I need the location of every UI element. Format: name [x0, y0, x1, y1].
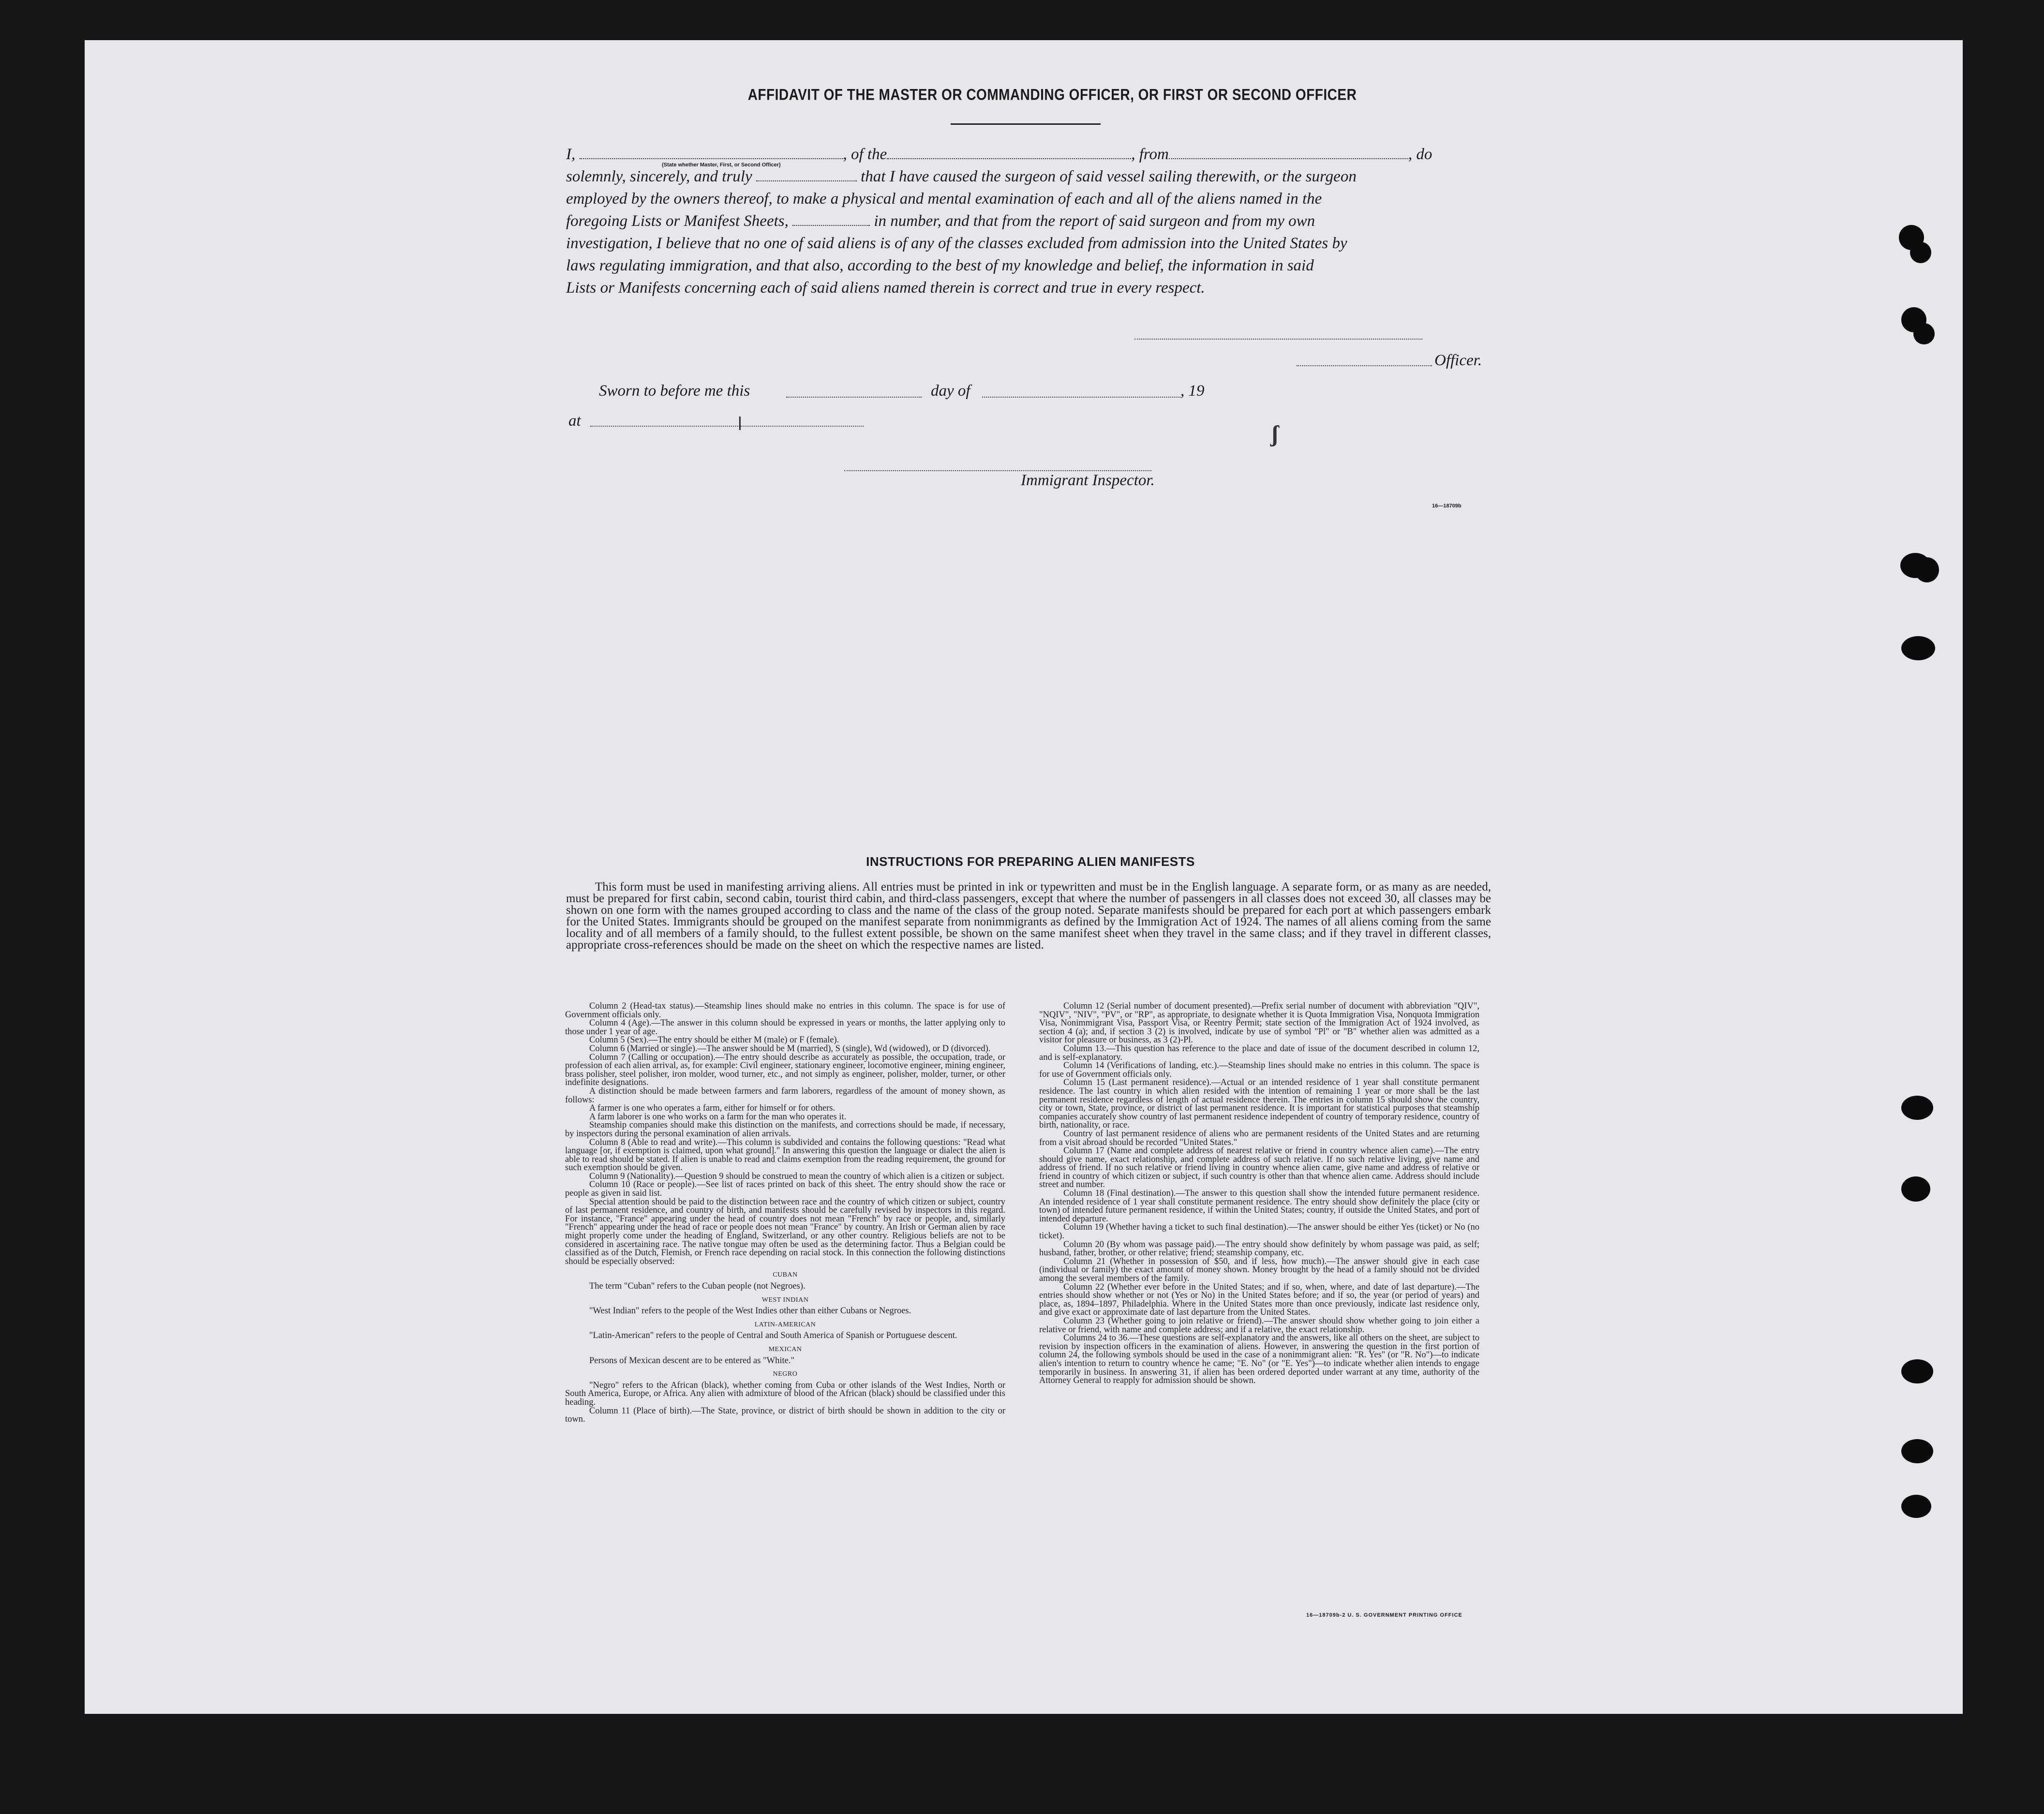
- instruction-paragraph: Special attention should be paid to the distinction between race and the country of which citizen or subject, country of last permanent residence, and country of birth, and manifests should be carefully revised by inspectors in this regard. For instance, "France" appearing under the head of country does not mean "French" by race or people, and, similarly "French" appearing under the head of race or people does not mean "France" by country. An Irish or German alien by race might properly come under the heading of England, Switzerland, or any other country. Religious beliefs are not to be considered in ascertaining race. The native tongue may often be used as the determining factor. Thus a Belgian could be classified as of the Dutch, Flemish, or French race depending on racial stock. In this connection the following distinctions should be especially observed:: [565, 1197, 1005, 1266]
- heading-latin-american: LATIN-AMERICAN: [754, 1321, 816, 1328]
- instruction-paragraph: Column 14 (Verifications of landing, etc.).—Steamship lines should make no entries in this column. The space is for use of Government officials only.: [1039, 1061, 1479, 1079]
- affidavit-title: AFFIDAVIT OF THE MASTER OR COMMANDING OFFICER, OR FIRST OR SECOND OFFICER: [747, 86, 1357, 104]
- instruction-paragraph: Column 19 (Whether having a ticket to such final destination).—The answer should be either Yes (ticket) or No (no ticket).: [1039, 1222, 1479, 1241]
- punch-hole: [1915, 557, 1939, 582]
- punch-hole: [1901, 1176, 1930, 1202]
- instruction-paragraph: Column 8 (Able to read and write).—This column is subdivided and contains the following questions: "Read what language [or, if exemption is claimed, upon what ground]." In answering this question the language or dialect the alien is able to read should be stated. If alien is unable to read and claims exemption from the reading requirement, the ground for such exemption should be given.: [565, 1137, 1005, 1173]
- punch-hole: [1901, 1439, 1933, 1463]
- printing-office-code: 16—18709b-2 U. S. GOVERNMENT PRINTING OFFICE: [1306, 1612, 1462, 1618]
- instruction-paragraph: Column 7 (Calling or occupation).—The entry should describe as accurately as possible, the occupation, trade, or profession of each alien arrival, as, for example: Civil engineer, stationary engineer, locomotive engineer, mining engineer, brass polisher, steel polisher, iron molder, wood turner, etc., and not simply as engineer, polisher, molder, turner, or other indefinite designations.: [565, 1052, 1005, 1088]
- sworn-day-field[interactable]: [786, 397, 922, 398]
- of-the-text: , of the: [843, 146, 887, 163]
- officer-label: Officer.: [1434, 352, 1482, 369]
- ink-mark: ʃ: [1271, 421, 1279, 447]
- latin-american-definition: "Latin-American" refers to the people of Central and South America of Spanish or Portuguese descent.: [589, 1331, 957, 1341]
- heading-negro: NEGRO: [773, 1370, 798, 1378]
- sworn-month-field[interactable]: [982, 397, 1180, 398]
- column-11-instruction: Column 11 (Place of birth).—The State, province, or district of birth should be shown in addition to the city or town.: [565, 1406, 1005, 1425]
- truly-field[interactable]: [756, 166, 857, 181]
- inspector-label: Immigrant Inspector.: [1021, 472, 1155, 489]
- place-field[interactable]: [590, 426, 864, 427]
- from-text: , from: [1131, 146, 1169, 163]
- instruction-paragraph: Column 5 (Sex).—The entry should be either M (male) or F (female).: [589, 1035, 839, 1045]
- instruction-paragraph: Column 2 (Head-tax status).—Steamship lines should make no entries in this column. The space is for use of Government officials only.: [565, 1001, 1005, 1020]
- instruction-paragraph: Steamship companies should make this distinction on the manifests, and corrections should be made, if necessary, by inspectors during the personal examination of alien arrivals.: [565, 1120, 1005, 1139]
- negro-definition: "Negro" refers to the African (black), whether coming from Cuba or other islands of the West Indies, North or South America, Europe, or Africa. Any alien with admixture of blood of the African (black) should be classified under this heading.: [565, 1380, 1005, 1407]
- affidavit-line-6: laws regulating immigration, and that also, according to the best of my knowledge and belief, the information in said: [566, 257, 1314, 274]
- port-from-field[interactable]: [1169, 144, 1408, 159]
- instruction-paragraph: Columns 24 to 36.—These questions are self-explanatory and the answers, like all others on the sheet, are subject to revision by inspection officers in the examination of aliens. However, in answering the question in the first portion of column 24, the following symbols should be used in the case of a nonimmigrant alien: "R. Yes" (or "R. No")—to indicate alien's intention to return to country whence he came; "E. No" (or "E. Yes")—to indicate whether alien intends to engage temporarily in business. In answering 31, if alien has been ordered deported under warrant at any time, authority of the Attorney General to reapply for admission should be shown.: [1039, 1333, 1479, 1386]
- instruction-paragraph: Column 18 (Final destination).—The answer to this question shall show the intended future permanent residence. An intended residence of 1 year shall constitute permanent residence. The entry should show definitely the place (city or town) of intended future permanent residence, if within the United States; country, if outside the United States, and port of intended departure.: [1039, 1189, 1479, 1224]
- affidavit-line-4: foregoing Lists or Manifest Sheets, in number, and that from the report of said surgeon and from my own: [566, 210, 1490, 232]
- affidavit-line-2: solemnly, sincerely, and truly that I have caused the surgeon of said vessel sailing therewith, or the surgeon: [566, 165, 1490, 188]
- officer-rank-field[interactable]: [580, 144, 843, 159]
- west-indian-definition: "West Indian" refers to the people of the West Indies other than either Cubans or Negroes.: [589, 1306, 911, 1316]
- sheets-count-field[interactable]: [792, 210, 870, 226]
- punch-hole: [1901, 1495, 1931, 1518]
- instructions-right-column: [1039, 1002, 1479, 1385]
- punch-hole: [1901, 1359, 1933, 1383]
- instruction-paragraph: Column 17 (Name and complete address of nearest relative or friend in country whence alien came).—The entry should give name, exact relationship, and complete address of such relative. If no such relative living, give name and address of friend. If no such relative or friend living in country whence alien came, give name and address of relative or friend in country of which citizen or subject, if such country is other than that whence alien came. Address should include street and number.: [1039, 1146, 1479, 1190]
- instruction-paragraph: A distinction should be made between farmers and farm laborers, regardless of the amount of money shown, as follows:: [565, 1086, 1005, 1105]
- punch-hole: [1901, 1096, 1933, 1120]
- do-text: , do: [1408, 146, 1432, 163]
- instructions-left-column: [565, 1002, 1005, 1424]
- affidavit-line-7: Lists or Manifests concerning each of said aliens named therein is correct and true in every respect.: [566, 279, 1205, 297]
- mexican-definition: Persons of Mexican descent are to be entered as "White.": [589, 1355, 795, 1366]
- day-of-text: day of: [931, 382, 970, 400]
- instruction-paragraph: A farm laborer is one who works on a farm for the man who operates it.: [589, 1112, 847, 1122]
- year-prefix: , 19: [1180, 382, 1205, 400]
- instruction-paragraph: Column 6 (Married or single).—The answer should be M (married), S (single), Wd (widowed), or D (divorced).: [589, 1043, 991, 1054]
- punch-hole: [1910, 242, 1931, 263]
- officer-signature-line[interactable]: [1134, 339, 1422, 340]
- instructions-title: INSTRUCTIONS FOR PREPARING ALIEN MANIFESTS: [866, 854, 1195, 869]
- affidavit-i: I,: [566, 146, 576, 163]
- instruction-paragraph: Column 20 (By whom was passage paid).—The entry should show definitely by whom passage was paid, as self; husband, father, brother, or other relative; friend; steamship company, etc.: [1039, 1239, 1479, 1258]
- instruction-paragraph: Column 12 (Serial number of document presented).—Prefix serial number of document with abbreviation "QIV", "NQIV", "NIV", "PV", or "RP", as appropriate, to designate whether it is Quota Immigration Visa, Nonquota Immigration Visa, Nonimmigrant Visa, Passport Visa, or Reentry Permit; state section of the Immigration Act of 1924 involved, as section 4 (a); and, if section 3 (2) is involved, indicate by use of symbol "Pl" or "B" whether alien was admitted as a visitor for pleasure or business, as 3 (2)-Pl.: [1039, 1001, 1479, 1045]
- title-rule: [951, 123, 1101, 125]
- affidavit-line-5: investigation, I believe that no one of said aliens is of any of the classes excluded from admission into the United States by: [566, 235, 1347, 252]
- heading-west-indian: WEST INDIAN: [761, 1296, 809, 1304]
- instruction-paragraph: Column 10 (Race or people).—See list of races printed on back of this sheet. The entry should show the race or people as given in said list.: [565, 1180, 1005, 1199]
- heading-cuban: CUBAN: [773, 1271, 798, 1279]
- instruction-paragraph: Column 21 (Whether in possession of $50, and if less, how much).—The answer should give in each case (individual or family) the exact amount of money shown. Money brought by the head of a family should not be divided among the several members of the family.: [1039, 1256, 1479, 1283]
- instruction-paragraph: Column 9 (Nationality).—Question 9 should be construed to mean the country of which alien is a citizen or subject.: [589, 1171, 1005, 1181]
- ink-mark: ǀ: [738, 413, 742, 434]
- instruction-paragraph: Column 13.—This question has reference to the place and date of issue of the document described in column 12, and is self-explanatory.: [1039, 1043, 1479, 1062]
- instructions-intro: This form must be used in manifesting arriving aliens. All entries must be printed in ink or typewritten and must be in the English language. A separate form, or as many as are needed, must be prepared for first cabin, second cabin, tourist third cabin, and third-class passengers, except that where the number of passengers in all classes does not exceed 30, all classes may be shown on one form with the names grouped according to class and the name of the class of the group noted. Separate manifests should be prepared for each port at which passengers embark for the United States. Immigrants should be grouped on the manifest separate from nonimmigrants as defined by the Immigration Act of 1924. The names of all aliens coming from the same locality and of all members of a family should, to the fullest extent possible, be shown on the same manifest sheet when they travel in the same class; and if they travel in different classes, appropriate cross-references should be made on the sheet on which the respective names are listed.: [566, 880, 1491, 952]
- at-label: at: [568, 412, 581, 430]
- instruction-paragraph: Column 22 (Whether ever before in the United States; and if so, when, where, and date of last departure).—The entries should show whether or not (Yes or No) in the United States before; and if so, the year (or period of years) and place, as, 1894–1897, Philadelphia. Where in the United States more than once previously, indicate last residence only, and give exact or approximate date of last departure from the United States.: [1039, 1282, 1479, 1318]
- instruction-paragraph: Column 23 (Whether going to join relative or friend).—The answer should show whether going to join either a relative or friend, with name and complete address; and if a relative, the exact relationship.: [1039, 1316, 1479, 1335]
- cuban-definition: The term "Cuban" refers to the Cuban people (not Negroes).: [589, 1281, 806, 1291]
- state-whether-note: (State whether Master, First, or Second Officer): [662, 162, 781, 168]
- inspector-signature-line[interactable]: [844, 470, 1151, 471]
- instruction-paragraph: Column 15 (Last permanent residence).—Actual or an intended residence of 1 year shall constitute permanent residence. The last country in which alien resided with the intention of remaining 1 year or more shall be the last permanent residence regardless of length of actual residence therein. The entries in column 15 should show the country, city or town, State, province, or district of last permanent residence. It is important for statistical purposes that steamship companies accurately show country of last permanent residence independent of country of temporary residence, country of birth, nationality, or race.: [1039, 1078, 1479, 1130]
- punch-hole: [1901, 636, 1935, 660]
- instruction-paragraph: Column 4 (Age).—The answer in this column should be expressed in years or months, the latter applying only to those under 1 year of age.: [565, 1018, 1005, 1037]
- instruction-paragraph: A farmer is one who operates a farm, either for himself or for others.: [589, 1103, 836, 1114]
- officer-name-line[interactable]: [1297, 365, 1432, 366]
- affidavit-line-3: employed by the owners thereof, to make a physical and mental examination of each and all of the aliens named in the: [566, 190, 1322, 208]
- instruction-paragraph: Country of last permanent residence of aliens who are permanent residents of the United States and are returning from a visit abroad should be recorded "United States.": [1039, 1129, 1479, 1147]
- sworn-text: Sworn to before me this: [599, 382, 750, 400]
- vessel-name-field[interactable]: [887, 144, 1131, 159]
- form-code: 16—18709b: [1432, 503, 1462, 509]
- heading-mexican: MEXICAN: [768, 1345, 802, 1353]
- punch-hole: [1913, 323, 1935, 344]
